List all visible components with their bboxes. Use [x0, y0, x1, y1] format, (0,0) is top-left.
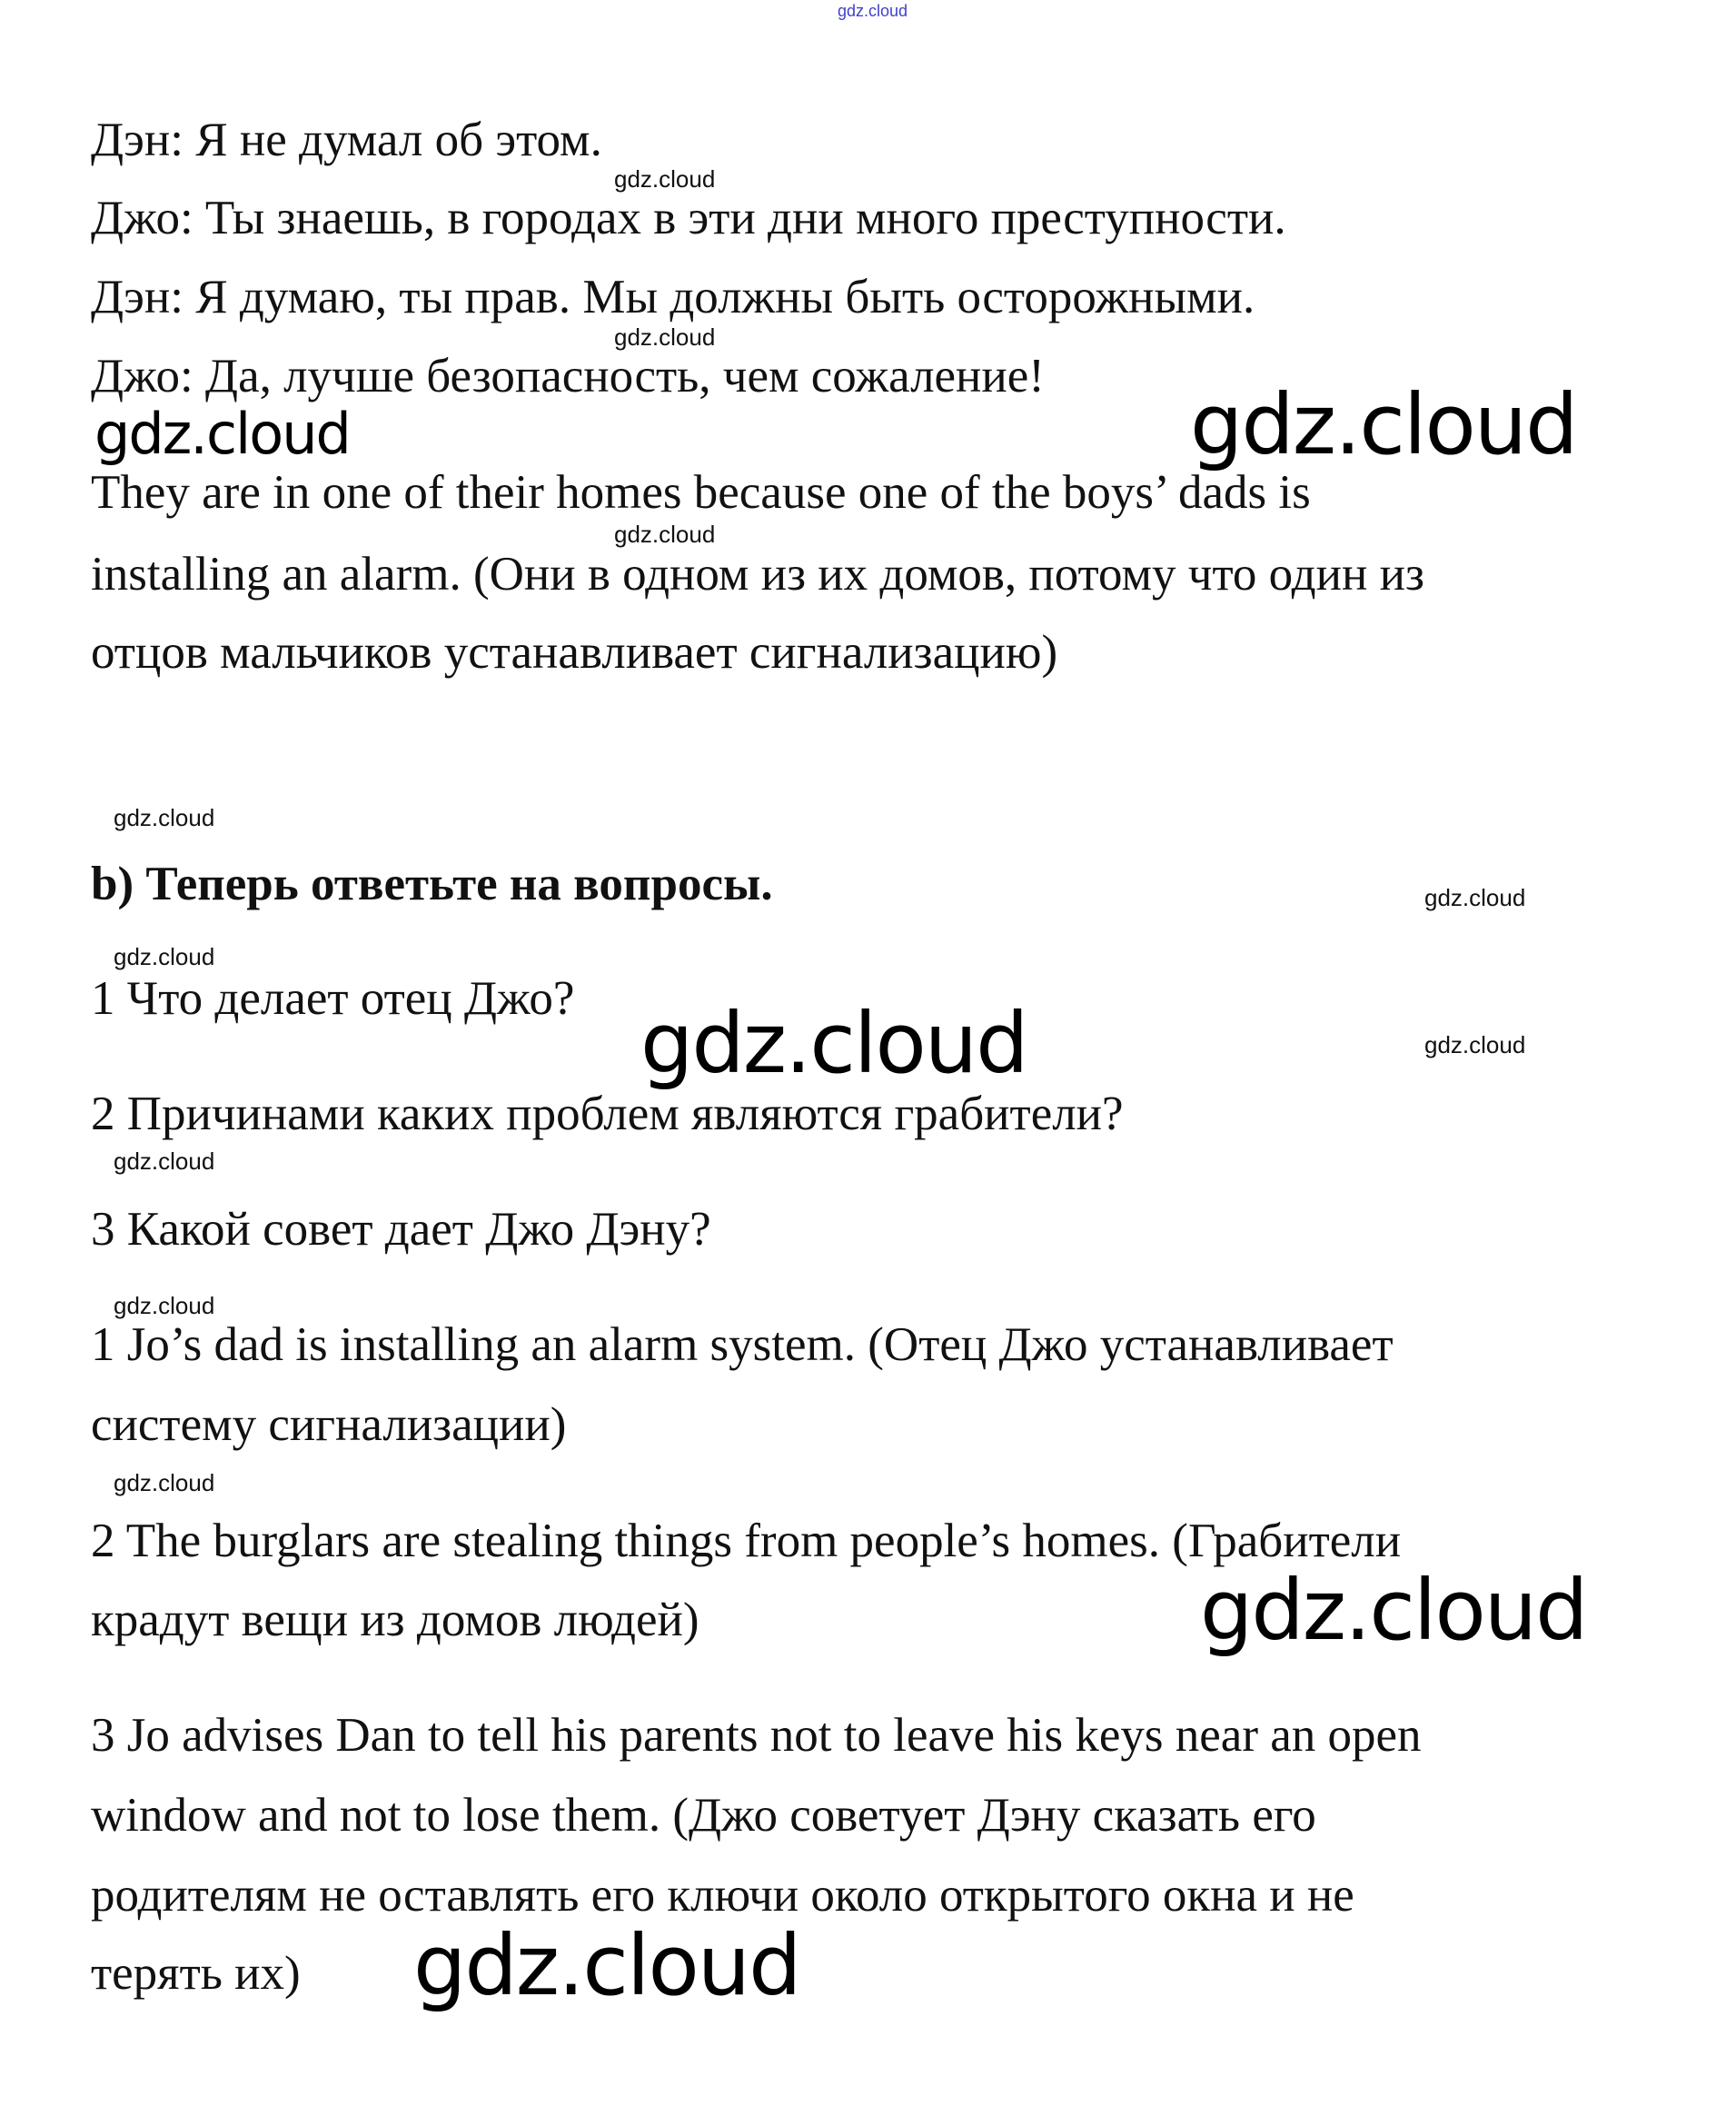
- dialogue-line: Джо: Ты знаешь, в городах в эти дни много преступности.: [91, 192, 1286, 244]
- watermark: gdz.cloud: [614, 165, 716, 193]
- answer-line: родителям не оставлять его ключи около открытого окна и не: [91, 1869, 1354, 1922]
- dialogue-line: Дэн: Я думаю, ты прав. Мы должны быть осторожными.: [91, 271, 1255, 323]
- watermark: gdz.cloud: [614, 323, 716, 351]
- section-b-title: b) Теперь ответьте на вопросы.: [91, 858, 773, 910]
- dialogue-line: Джо: Да, лучше безопасность, чем сожаление!: [91, 350, 1045, 402]
- watermark: gdz.cloud: [1424, 1031, 1526, 1058]
- watermark-large: gdz.cloud: [94, 401, 350, 467]
- answer-line: 2 The burglars are stealing things from people’s homes. (Грабители: [91, 1515, 1402, 1567]
- answer-line: терять их): [91, 1947, 301, 2000]
- watermark-large: gdz.cloud: [640, 995, 1027, 1092]
- watermark-large: gdz.cloud: [1190, 376, 1577, 473]
- answer-line: 3 Jo advises Dan to tell his parents not to leave his keys near an open: [91, 1709, 1422, 1762]
- answer-a-line: They are in one of their homes because one of the boys’ dads is: [91, 466, 1311, 519]
- answer-a-line: installing an alarm. (Они в одном из их домов, потому что один из: [91, 548, 1424, 601]
- watermark: gdz.cloud: [114, 943, 215, 970]
- answer-line: систему сигнализации): [91, 1398, 567, 1451]
- watermark: gdz.cloud: [1424, 884, 1526, 911]
- watermark: gdz.cloud: [114, 1147, 215, 1175]
- question: 3 Какой совет дает Джо Дэну?: [91, 1203, 711, 1256]
- answer-line: 1 Jo’s dad is installing an alarm system. (Отец Джо устанавливает: [91, 1318, 1394, 1371]
- watermark-large: gdz.cloud: [1200, 1562, 1587, 1659]
- watermark: gdz.cloud: [614, 521, 716, 548]
- watermark-top: gdz.cloud: [838, 2, 908, 20]
- answer-line: window and not to lose them. (Джо советует Дэну сказать его: [91, 1789, 1316, 1842]
- answer-line: крадут вещи из домов людей): [91, 1594, 699, 1646]
- question: 1 Что делает отец Джо?: [91, 972, 575, 1025]
- watermark: gdz.cloud: [114, 1292, 215, 1319]
- watermark: gdz.cloud: [114, 804, 215, 831]
- answer-a-line: отцов мальчиков устанавливает сигнализацию): [91, 626, 1058, 679]
- watermark-large: gdz.cloud: [413, 1917, 800, 2014]
- dialogue-line: Дэн: Я не думал об этом.: [91, 114, 602, 166]
- question: 2 Причинами каких проблем являются грабители?: [91, 1088, 1124, 1140]
- watermark: gdz.cloud: [114, 1469, 215, 1496]
